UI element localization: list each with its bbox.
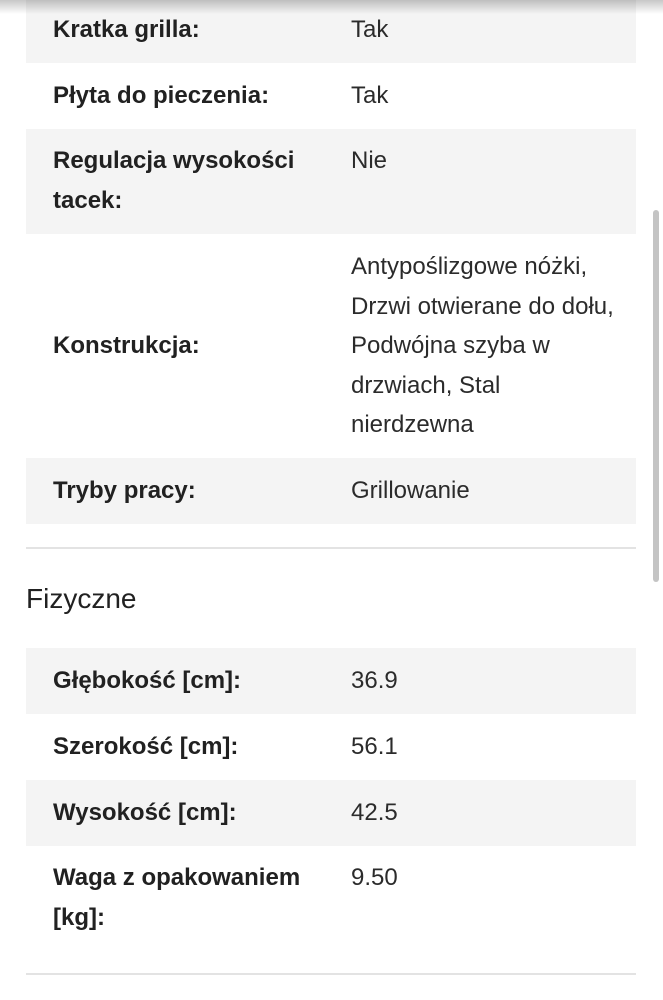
spec-value: Antypoślizgowe nóżki, Drzwi otwierane do dołu, Podwójna szyba w drzwiach, Stal nierdzewna — [351, 253, 614, 439]
spec-row — [26, 714, 636, 780]
section-divider — [26, 973, 636, 975]
specs-table-physical — [26, 648, 636, 950]
section-title: Fizyczne — [26, 583, 137, 614]
spec-label: Tryby pracy: — [53, 477, 196, 505]
spec-value: Tak — [351, 82, 389, 110]
scrollbar-thumb[interactable] — [653, 210, 659, 582]
spec-row — [26, 648, 636, 714]
spec-row — [26, 846, 636, 950]
spec-value: 56.1 — [351, 733, 398, 761]
spec-value: Grillowanie — [351, 477, 470, 505]
spec-label: Waga z opakowaniem [kg]: — [53, 864, 301, 931]
spec-row — [26, 63, 636, 129]
spec-row — [26, 780, 636, 846]
spec-value: 36.9 — [351, 667, 398, 695]
spec-row — [26, 129, 636, 234]
spec-label: Kratka grilla: — [53, 15, 200, 43]
spec-label: Płyta do pieczenia: — [53, 82, 270, 110]
spec-row — [26, 234, 636, 458]
spec-value: Nie — [351, 147, 388, 174]
spec-row — [26, 458, 636, 524]
specs-table-features — [26, 0, 636, 524]
spec-value: 9.50 — [351, 864, 398, 891]
spec-label: Głębokość [cm]: — [53, 667, 242, 695]
section-divider — [26, 547, 636, 549]
spec-value: Tak — [351, 15, 389, 43]
spec-value: 42.5 — [351, 799, 398, 827]
spec-label: Szerokość [cm]: — [53, 733, 239, 761]
spec-label: Regulacja wysokości tacek: — [53, 147, 295, 214]
spec-label: Wysokość [cm]: — [53, 799, 237, 827]
spec-label: Konstrukcja: — [53, 332, 200, 360]
header-shadow — [0, 0, 663, 14]
